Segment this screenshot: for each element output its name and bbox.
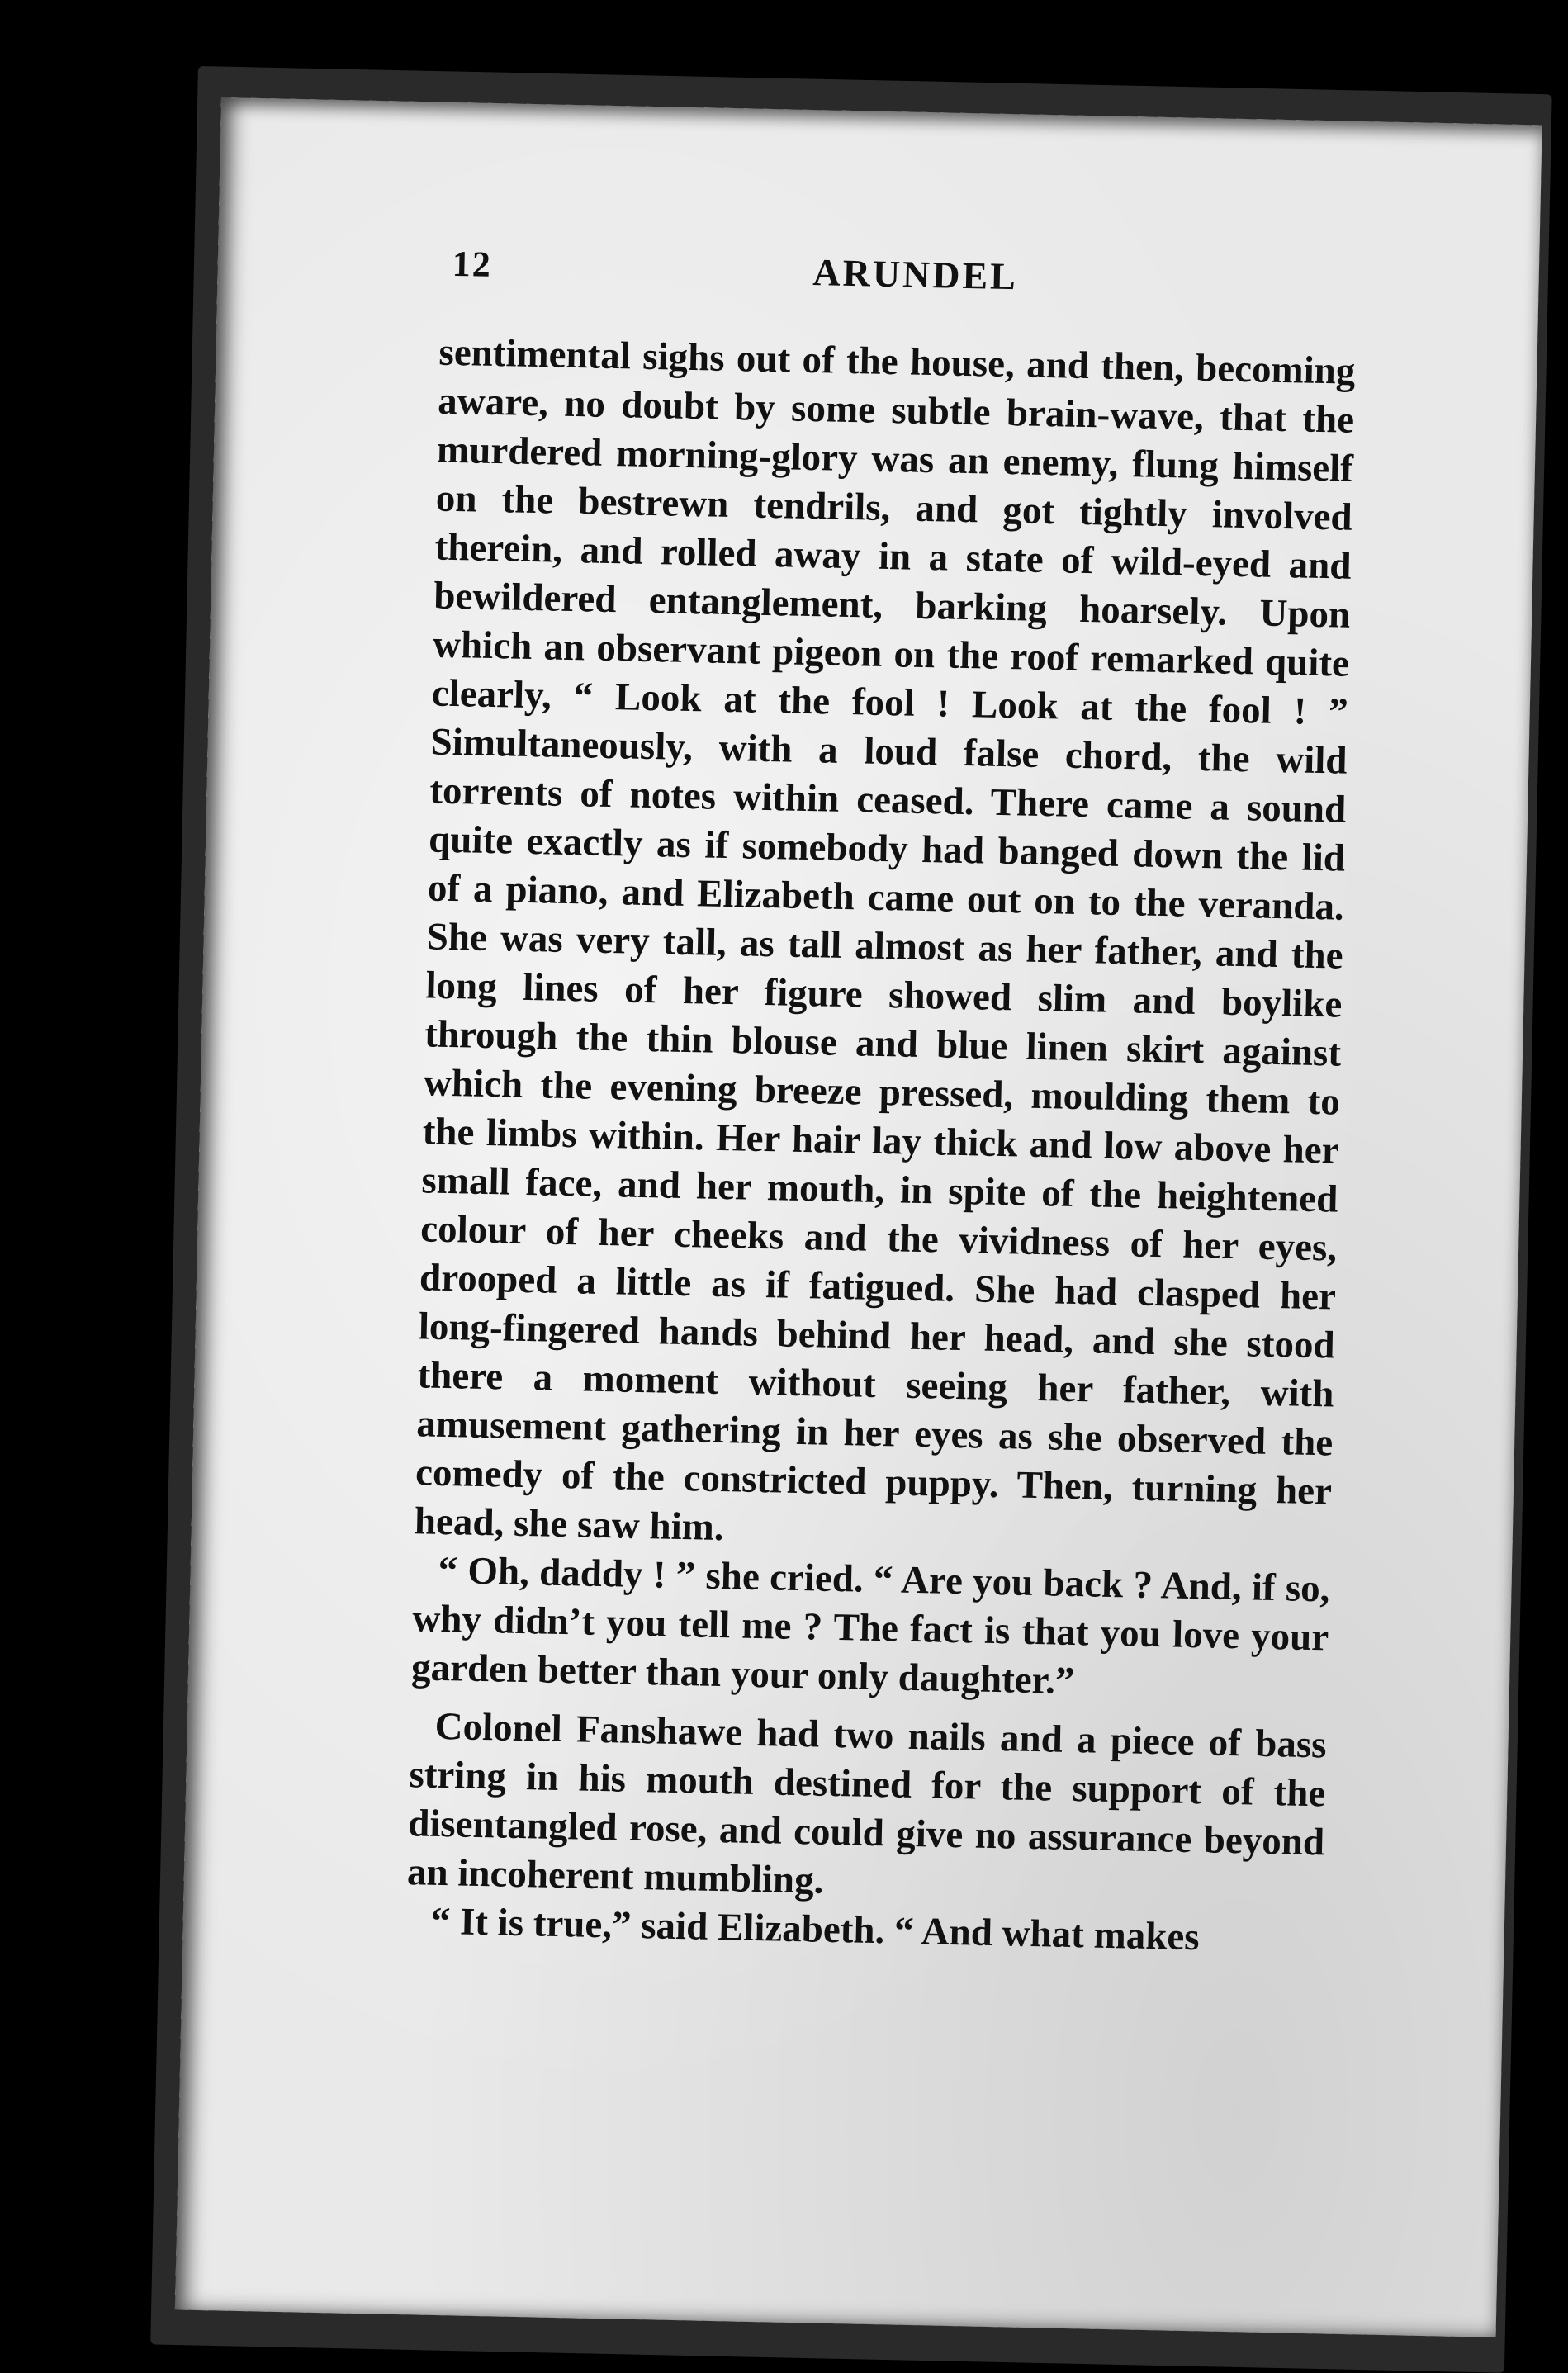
page-number: 12 <box>452 243 493 285</box>
book-page <box>175 97 1542 2337</box>
running-head <box>439 243 1357 336</box>
page-content <box>405 243 1357 1965</box>
body-text <box>405 329 1356 1965</box>
paragraph-2: “ Oh, daddy ! ” she cried. “ Are you back ? And, if so, why didn’t you tell me ? The fact is that you love your garden better than your only daughter.” <box>410 1548 1331 1703</box>
paragraph-4: “ It is true,” said Elizabeth. “ And what makes <box>430 1899 1201 1959</box>
paragraph-3: Colonel Fanshawe had two nails and a piece of bass string in his mouth destined for the support of the disentangled rose, and could give no assurance beyond an incoherent mumbling. <box>406 1704 1328 1902</box>
paragraph-1: sentimental sighs out of the house, and then, becoming aware, no doubt by some subtle brain-wave, that the murdered morning-glory was an enemy, flung himself on the bestrewn tendrils, and got tightly involved therein, and rolled away in a state of wild-eyed and bewildered entanglement, barking hoarsely. Upon which an observant pigeon on the roof remarked quite clearly, “ Look at the fool ! Look at the fool ! ” Simultaneously, with a loud false chord, the wild torrents of notes within ceased. There came a sound quite exactly as if somebody had banged down the lid of a piano, and Elizabeth came out on to the veranda. She was very tall, as tall almost as her father, and the long lines of her figure showed slim and boylike through the thin blouse and blue linen skirt against which the evening breeze pressed, moulding them to the limbs within. Her hair lay thick and low above her small face, and her mouth, in spite of the heightened colour of her cheeks and the vividness of her eyes, drooped a little as if fatigued. She had clasped her long-fingered hands behind her head, and she stood there a moment without seeing her father, with amusement gathering in her eyes as she observed the comedy of the constricted puppy. Then, turning her head, she saw him. <box>414 330 1356 1550</box>
running-title: ARUNDEL <box>812 251 1019 298</box>
